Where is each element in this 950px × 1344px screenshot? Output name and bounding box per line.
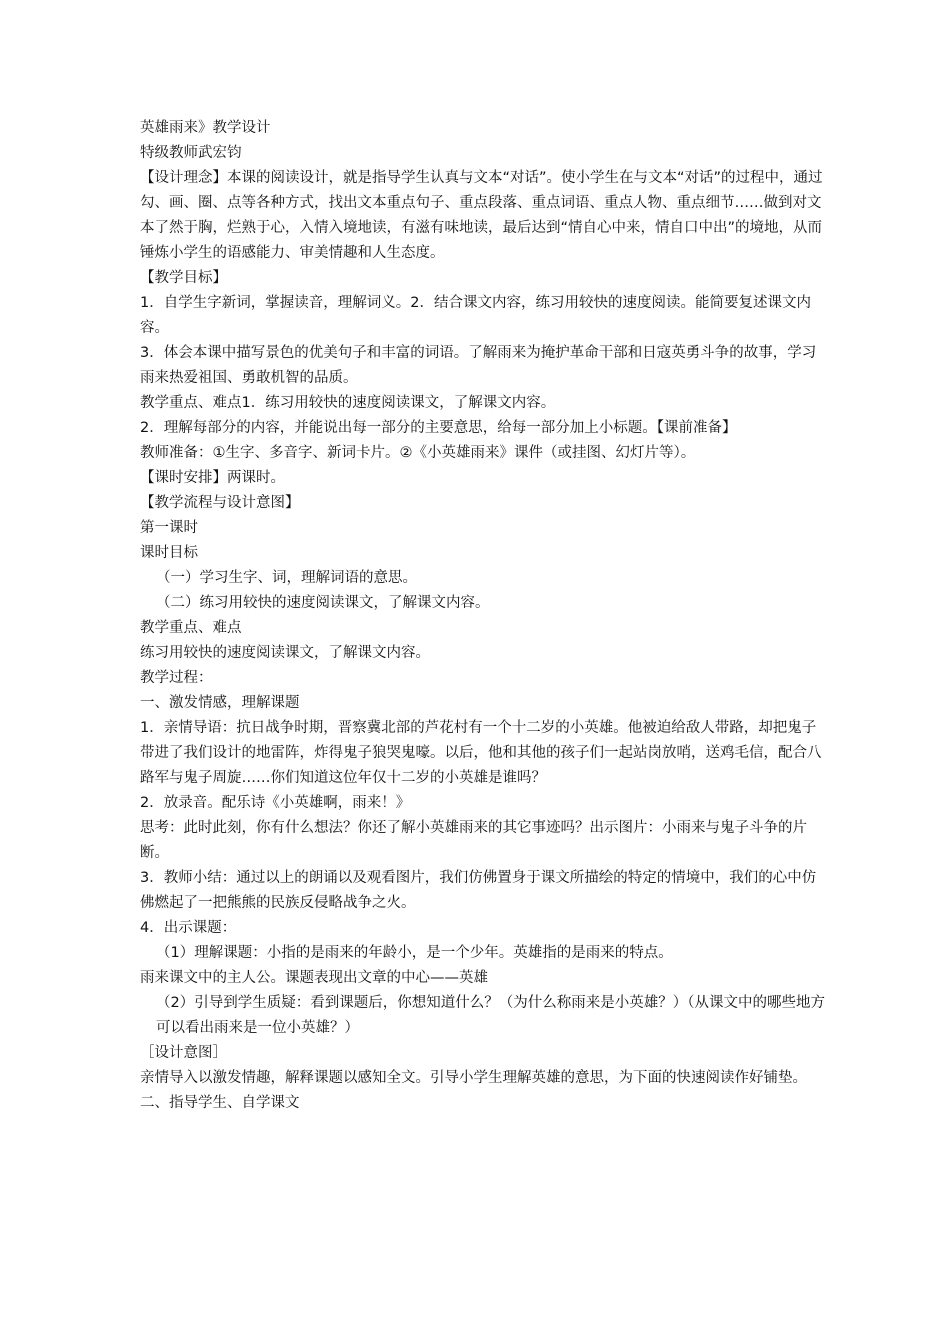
author-line: 特级教师武宏钧	[140, 145, 242, 161]
paragraph: （1）理解课题：小指的是雨来的年龄小，是一个少年。英雄指的是雨来的特点。	[156, 945, 673, 961]
paragraph: 2．理解每部分的内容，并能说出每一部分的主要意思，给每一部分加上小标题。【课前准备】	[140, 420, 737, 436]
document-title: 英雄雨来》教学设计	[140, 120, 271, 136]
paragraph: 【课时安排】两课时。	[140, 470, 285, 486]
paragraph: 3．体会本课中描写景色的优美句子和丰富的词语。了解雨来为掩护革命干部和日寇英勇斗争的故事，学习雨来热爱祖国、勇敢机智的品质。	[140, 345, 817, 386]
paragraph: 亲情导入以激发情趣，解释课题以感知全文。引导小学生理解英雄的意思，为下面的快速阅读作好铺垫。	[140, 1070, 807, 1086]
paragraph: ［设计意图］	[140, 1045, 227, 1061]
paragraph: （二）练习用较快的速度阅读课文，了解课文内容。	[156, 595, 490, 611]
paragraph: （一）学习生字、词，理解词语的意思。	[156, 570, 417, 586]
paragraph: 雨来课文中的主人公。课题表现出文章的中心——英雄	[140, 970, 488, 986]
paragraph: 1．亲情导语：抗日战争时期，晋察冀北部的芦花村有一个十二岁的小英雄。他被迫给敌人带路，却把鬼子带进了我们设计的地雷阵，炸得鬼子狼哭鬼嚎。以后，他和其他的孩子们一起站岗放哨，送鸡毛信，配合八路军与鬼子周旋……你们知道这位年仅十二岁的小英雄是谁吗？	[140, 720, 822, 786]
paragraph: （2）引导到学生质疑：看到课题后，你想知道什么？（为什么称雨来是小英雄？）（从课文中的哪些地方可以看出雨来是一位小英雄？）	[156, 995, 825, 1036]
paragraph: 教学重点、难点1．练习用较快的速度阅读课文，了解课文内容。	[140, 395, 556, 411]
paragraph: 1．自学生字新词，掌握读音，理解词义。2．结合课文内容，练习用较快的速度阅读。能简要复述课文内容。	[140, 295, 811, 336]
paragraph: 练习用较快的速度阅读课文，了解课文内容。	[140, 645, 430, 661]
paragraph: 课时目标	[140, 545, 198, 561]
paragraph: 3．教师小结：通过以上的朗诵以及观看图片，我们仿佛置身于课文所描绘的特定的情境中，我们的心中仿佛燃起了一把熊熊的民族反侵略战争之火。	[140, 870, 817, 911]
paragraph: 思考：此时此刻，你有什么想法？你还了解小英雄雨来的其它事迹吗？出示图片：小雨来与鬼子斗争的片断。	[140, 820, 807, 861]
paragraph: 【教学目标】	[140, 270, 227, 286]
document-body	[140, 166, 830, 1116]
paragraph: 教师准备：①生字、多音字、新词卡片。②《小英雄雨来》课件（或挂图、幻灯片等）。	[140, 445, 696, 461]
paragraph: 【教学流程与设计意图】	[140, 495, 300, 511]
document-page	[140, 116, 830, 1116]
paragraph: 一、激发情感，理解课题	[140, 695, 300, 711]
paragraph: 二、指导学生、自学课文	[140, 1095, 300, 1111]
paragraph: 2．放录音。配乐诗《小英雄啊，雨来！》	[140, 795, 411, 811]
paragraph: 教学重点、难点	[140, 620, 242, 636]
paragraph: 4．出示课题：	[140, 920, 237, 936]
paragraph: 教学过程：	[140, 670, 213, 686]
paragraph: 【设计理念】本课的阅读设计，就是指导学生认真与文本“对话”。使小学生在与文本“对话”的过程中，通过勾、画、圈、点等各种方式，找出文本重点句子、重点段落、重点词语、重点人物、重点细节……做到对文本了然于胸，烂熟于心，入情入境地读，有滋有味地读，最后达到“情自心中来，情自口中出”的境地，从而锤炼小学生的语感能力、审美情趣和人生态度。	[140, 170, 823, 261]
paragraph: 第一课时	[140, 520, 198, 536]
